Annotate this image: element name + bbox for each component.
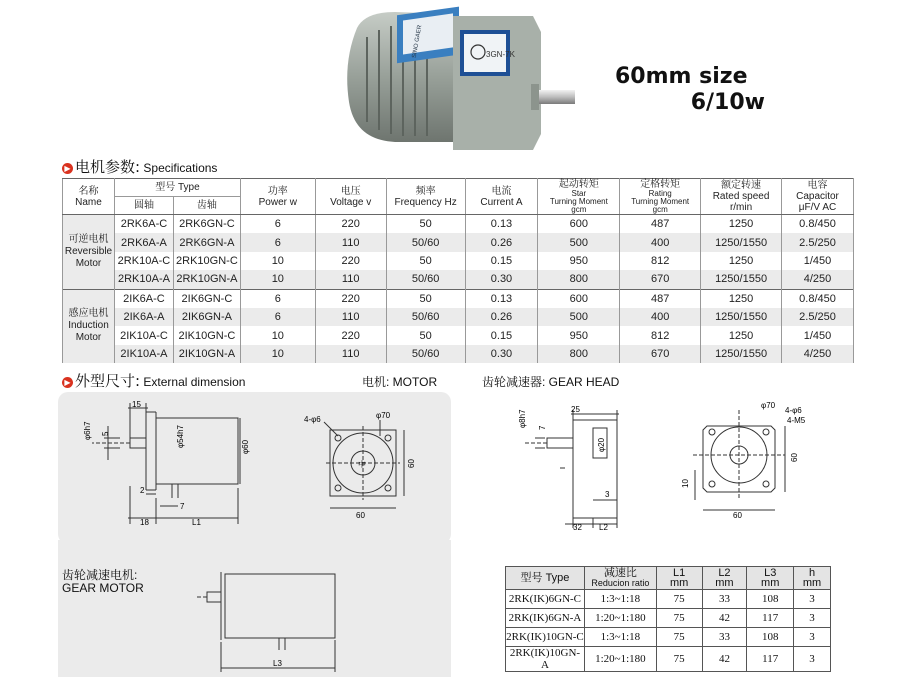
svg-text:φ8h7: φ8h7 xyxy=(518,409,527,428)
spec-row xyxy=(63,345,854,363)
svg-text:32: 32 xyxy=(573,523,582,530)
spec-row xyxy=(63,289,854,308)
svg-text:φ60: φ60 xyxy=(241,439,250,454)
header-frequency: 频率 Frequency Hz xyxy=(386,179,465,215)
spec-cell: 487 xyxy=(620,289,701,308)
spec-cell: 2RK10A-C xyxy=(114,252,173,270)
spec-header-row-1 xyxy=(63,179,854,197)
spec-cell: 6 xyxy=(240,308,315,326)
spec-cell: 2IK6A-C xyxy=(114,289,173,308)
header-gear-shaft: 齿轴 xyxy=(173,197,240,215)
spec-cell: 50/60 xyxy=(386,308,465,326)
gear-header-l1: L1 mm xyxy=(656,567,702,590)
spec-row xyxy=(63,326,854,344)
gear-header-ratio: 减速比 Reducion ratio xyxy=(584,567,656,590)
spec-cell: 1/450 xyxy=(782,326,854,344)
gear-cell: 2RK(IK)10GN-A xyxy=(506,647,585,672)
spec-cell: 1250 xyxy=(701,326,782,344)
svg-text:10: 10 xyxy=(681,479,690,488)
spec-cell: 110 xyxy=(315,345,386,363)
header-current: 电流 Current A xyxy=(465,179,538,215)
spec-cell: 220 xyxy=(315,252,386,270)
spec-cell: 2RK6GN-C xyxy=(173,215,240,234)
spec-cell: 800 xyxy=(538,270,620,289)
gear-cell: 42 xyxy=(702,647,747,672)
svg-text:60: 60 xyxy=(733,511,742,520)
gear-cell: 2RK(IK)6GN-C xyxy=(506,590,585,609)
power-line: 6/10w xyxy=(690,90,765,115)
spec-cell: 2IK10A-A xyxy=(114,345,173,363)
spec-cell: 500 xyxy=(538,308,620,326)
spec-cell: 6 xyxy=(240,233,315,251)
spec-cell: 1/450 xyxy=(782,252,854,270)
spec-cell: 110 xyxy=(315,270,386,289)
gear-cell: 1:20~1:180 xyxy=(584,647,656,672)
gear-motor-zh-label: 齿轮减速电机: xyxy=(62,568,138,582)
spec-cell: 600 xyxy=(538,215,620,234)
spec-cell: 1250 xyxy=(701,215,782,234)
spec-cell: 50/60 xyxy=(386,270,465,289)
gear-table-header xyxy=(506,567,831,590)
gear-cell: 1:3~1:18 xyxy=(584,628,656,647)
spec-cell: 1250/1550 xyxy=(701,345,782,363)
svg-text:φ20: φ20 xyxy=(597,437,606,452)
spec-cell: 50/60 xyxy=(386,345,465,363)
svg-text:4-M5: 4-M5 xyxy=(787,416,806,425)
gear-cell: 75 xyxy=(656,647,702,672)
spec-cell: 10 xyxy=(240,326,315,344)
spec-cell: 2IK6A-A xyxy=(114,308,173,326)
spec-cell: 2IK10GN-A xyxy=(173,345,240,363)
svg-text:φ70: φ70 xyxy=(376,411,391,420)
spec-cell: 0.26 xyxy=(465,233,538,251)
svg-text:60: 60 xyxy=(790,453,799,462)
bullet-arrow-icon: ▶ xyxy=(62,377,73,388)
spec-cell: 4/250 xyxy=(782,270,854,289)
gear-cell: 33 xyxy=(702,628,747,647)
gear-cell: 75 xyxy=(656,628,702,647)
spec-cell: 6 xyxy=(240,215,315,234)
spec-cell: 220 xyxy=(315,326,386,344)
spec-cell: 800 xyxy=(538,345,620,363)
header-power: 功率 Power w xyxy=(240,179,315,215)
spec-cell: 2RK10GN-A xyxy=(173,270,240,289)
svg-text:4-φ6: 4-φ6 xyxy=(304,415,321,424)
spec-cell: 0.8/450 xyxy=(782,215,854,234)
motor-photo xyxy=(335,2,580,150)
header-start-torque: 起动转矩 Star Turning Moment gcm xyxy=(538,179,620,215)
spec-cell: 1250/1550 xyxy=(701,308,782,326)
gear-row xyxy=(506,628,831,647)
spec-cell: 220 xyxy=(315,289,386,308)
spec-cell: 600 xyxy=(538,289,620,308)
spec-cell: 2RK6A-C xyxy=(114,215,173,234)
svg-text:18: 18 xyxy=(140,518,149,527)
spec-cell: 400 xyxy=(620,308,701,326)
gear-head-face-drawing xyxy=(675,400,810,522)
spec-cell: 1250/1550 xyxy=(701,233,782,251)
svg-text:7: 7 xyxy=(538,425,547,430)
svg-text:5: 5 xyxy=(101,431,110,436)
bullet-arrow-icon: ▶ xyxy=(62,163,73,174)
svg-text:4-φ6: 4-φ6 xyxy=(785,406,802,415)
spec-cell: 0.8/450 xyxy=(782,289,854,308)
spec-cell: 950 xyxy=(538,252,620,270)
header-voltage: 电压 Voltage v xyxy=(315,179,386,215)
dimension-heading: ▶ 外型尺寸: External dimension xyxy=(62,370,245,391)
gear-ratio-table xyxy=(505,566,831,672)
gear-cell: 3 xyxy=(794,628,831,647)
spec-cell: 50 xyxy=(386,326,465,344)
spec-cell: 10 xyxy=(240,345,315,363)
spec-cell: 400 xyxy=(620,233,701,251)
header-rated-torque: 定格转矩 Rating Turning Moment gcm xyxy=(620,179,701,215)
gear-cell: 117 xyxy=(747,609,794,628)
gear-header-type: 型号 Type xyxy=(506,567,585,590)
gear-cell: 3 xyxy=(794,647,831,672)
spec-cell: 670 xyxy=(620,345,701,363)
spec-cell: 2.5/250 xyxy=(782,308,854,326)
svg-text:φ54h7: φ54h7 xyxy=(176,425,185,448)
spec-cell: 110 xyxy=(315,233,386,251)
spec-cell: 500 xyxy=(538,233,620,251)
motor-face-drawing xyxy=(300,408,430,520)
gear-cell: 42 xyxy=(702,609,747,628)
gear-header-l3: L3 mm xyxy=(747,567,794,590)
motor-side-drawing xyxy=(80,398,250,533)
spec-cell: 2RK10GN-C xyxy=(173,252,240,270)
header-name: 名称 Name xyxy=(63,179,115,215)
photo-label-text: SINO GAER xyxy=(411,24,424,59)
spec-cell: 2RK6GN-A xyxy=(173,233,240,251)
spec-cell: 0.26 xyxy=(465,308,538,326)
spec-cell: 487 xyxy=(620,215,701,234)
gear-cell: 2RK(IK)10GN-C xyxy=(506,628,585,647)
gear-cell: 108 xyxy=(747,590,794,609)
spec-cell: 2IK6GN-C xyxy=(173,289,240,308)
gear-cell: 33 xyxy=(702,590,747,609)
spec-cell: 2IK10A-C xyxy=(114,326,173,344)
gear-motor-drawing xyxy=(195,570,345,674)
gear-cell: 108 xyxy=(747,628,794,647)
spec-cell: 2IK10GN-C xyxy=(173,326,240,344)
gear-cell: 1:3~1:18 xyxy=(584,590,656,609)
header-round-shaft: 圆轴 xyxy=(114,197,173,215)
spec-row xyxy=(63,233,854,251)
gear-cell: 2RK(IK)6GN-A xyxy=(506,609,585,628)
svg-text:3: 3 xyxy=(605,490,610,499)
specifications-heading: ▶ 电机参数: Specifications xyxy=(62,156,217,177)
spec-cell: 0.13 xyxy=(465,215,538,234)
spec-cell: 1250 xyxy=(701,289,782,308)
spec-cell: 50/60 xyxy=(386,233,465,251)
spec-cell: 10 xyxy=(240,252,315,270)
spec-cell: 50 xyxy=(386,252,465,270)
gear-row xyxy=(506,609,831,628)
spec-cell: 1250/1550 xyxy=(701,270,782,289)
header-rated-speed: 额定转速 Rated speed r/min xyxy=(701,179,782,215)
spec-cell: 0.15 xyxy=(465,326,538,344)
motor-group-name: 感应电机 Induction Motor xyxy=(63,289,115,363)
gear-cell: 3 xyxy=(794,609,831,628)
gear-head-label: 齿轮减速器: GEAR HEAD xyxy=(482,375,620,389)
gear-header-h: h mm xyxy=(794,567,831,590)
spec-cell: 0.30 xyxy=(465,345,538,363)
size-line: 60mm size xyxy=(615,64,748,89)
svg-text:7: 7 xyxy=(180,502,185,511)
spec-cell: 670 xyxy=(620,270,701,289)
svg-text:15: 15 xyxy=(132,400,141,409)
spec-cell: 50 xyxy=(386,289,465,308)
spec-cell: 2IK6GN-A xyxy=(173,308,240,326)
gear-cell: 117 xyxy=(747,647,794,672)
gear-row xyxy=(506,647,831,672)
size-title xyxy=(615,64,765,116)
svg-text:2: 2 xyxy=(140,486,145,495)
gear-cell: 3 xyxy=(794,590,831,609)
spec-row xyxy=(63,308,854,326)
gear-head-side-drawing xyxy=(505,400,635,530)
spec-row xyxy=(63,215,854,234)
spec-cell: 6 xyxy=(240,289,315,308)
svg-text:L1: L1 xyxy=(192,518,201,527)
svg-text:L2: L2 xyxy=(599,523,608,530)
spec-cell: 0.30 xyxy=(465,270,538,289)
spec-cell: 50 xyxy=(386,215,465,234)
svg-text:L3: L3 xyxy=(273,659,282,668)
svg-text:φ6h7: φ6h7 xyxy=(83,421,92,440)
spec-row xyxy=(63,270,854,289)
gear-header-l2: L2 mm xyxy=(702,567,747,590)
motor-group-name: 可逆电机 Reversible Motor xyxy=(63,215,115,290)
spec-cell: 812 xyxy=(620,326,701,344)
header-capacitor: 电容 Capacitor μF/V AC xyxy=(782,179,854,215)
specifications-table xyxy=(62,178,854,363)
svg-text:25: 25 xyxy=(571,405,580,414)
spec-cell: 220 xyxy=(315,215,386,234)
spec-cell: 4/250 xyxy=(782,345,854,363)
spec-cell: 10 xyxy=(240,270,315,289)
spec-cell: 2RK6A-A xyxy=(114,233,173,251)
motor-label: 电机: MOTOR xyxy=(362,375,438,389)
spec-cell: 0.15 xyxy=(465,252,538,270)
spec-cell: 0.13 xyxy=(465,289,538,308)
spec-cell: 950 xyxy=(538,326,620,344)
gear-cell: 75 xyxy=(656,609,702,628)
spec-row xyxy=(63,252,854,270)
spec-cell: 1250 xyxy=(701,252,782,270)
spec-cell: 812 xyxy=(620,252,701,270)
photo-badge-text: 3GN-7K xyxy=(486,50,515,59)
spec-cell: 2RK10A-A xyxy=(114,270,173,289)
svg-text:中: 中 xyxy=(358,460,366,469)
gear-cell: 75 xyxy=(656,590,702,609)
spec-cell: 2.5/250 xyxy=(782,233,854,251)
svg-text:60: 60 xyxy=(356,511,365,520)
gear-row xyxy=(506,590,831,609)
svg-text:60: 60 xyxy=(407,459,416,468)
gear-motor-en-label: GEAR MOTOR xyxy=(62,581,144,595)
header-type: 型号 Type xyxy=(114,179,240,197)
svg-text:φ70: φ70 xyxy=(761,401,776,410)
spec-cell: 110 xyxy=(315,308,386,326)
gear-cell: 1:20~1:180 xyxy=(584,609,656,628)
